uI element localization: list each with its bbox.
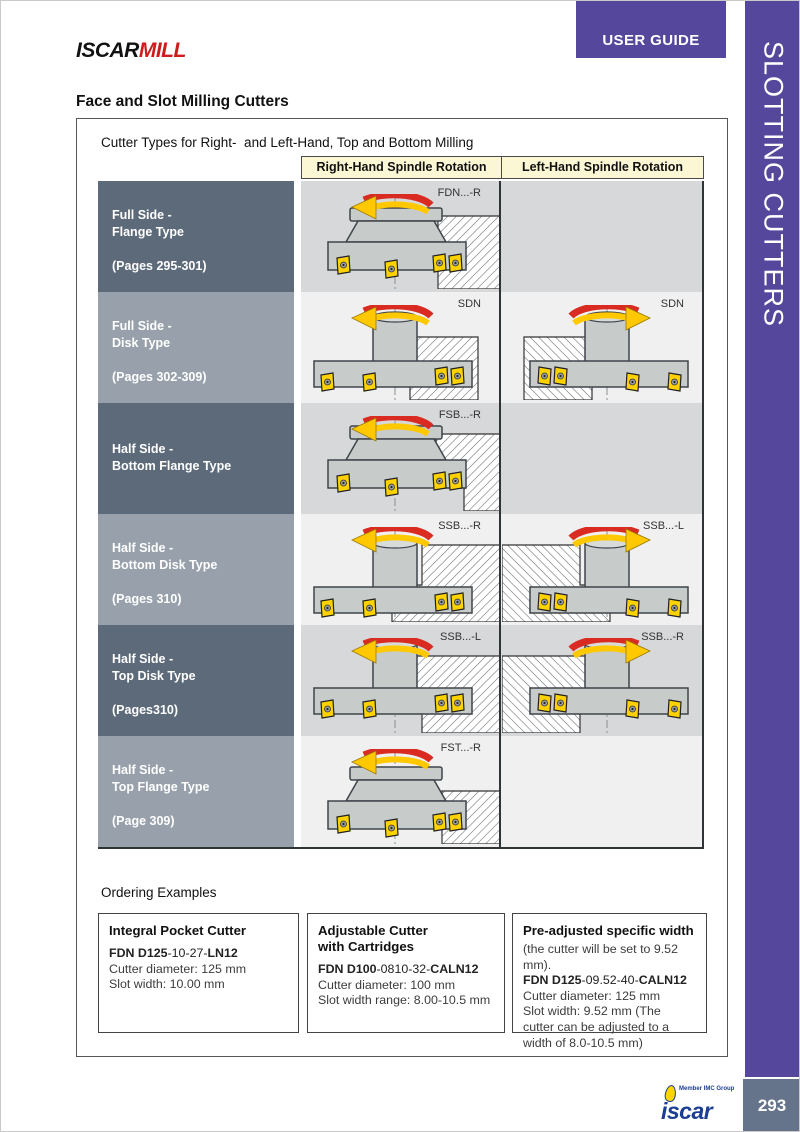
cutter-designation-label: SSB...-R bbox=[438, 520, 481, 532]
row-label-line: Half Side - bbox=[112, 763, 174, 777]
spec-line: cutter can be adjusted to a bbox=[523, 1019, 670, 1034]
cutter-illustration-ssb_t bbox=[301, 638, 500, 733]
spec-line: Slot width: 10.00 mm bbox=[109, 977, 225, 992]
ordering-box-heading: Integral Pocket Cutter bbox=[109, 923, 247, 938]
column-header-right-hand: Right-Hand Spindle Rotation bbox=[302, 157, 502, 178]
cutter-designation-label: FSB...-R bbox=[438, 409, 481, 421]
row-label-6 bbox=[98, 736, 294, 847]
cutter-illustration-ssb_b bbox=[301, 527, 500, 622]
row-label-4 bbox=[98, 514, 294, 625]
cutter-illustration-sdn-mirrored bbox=[502, 305, 702, 400]
cutter-designation-label: SSB...-L bbox=[440, 631, 481, 643]
user-guide-badge bbox=[576, 1, 726, 58]
row-label-line: Top Disk Type bbox=[112, 669, 196, 683]
cutter-illustration-fsb bbox=[301, 416, 500, 511]
member-imc-group-label: Member IMC Group bbox=[679, 1086, 735, 1092]
ordering-box-adjustable-cutter bbox=[307, 913, 505, 1033]
column-header-left-hand: Left-Hand Spindle Rotation bbox=[521, 160, 684, 174]
table-bottom-rule bbox=[98, 847, 704, 849]
spec-line: Cutter diameter: 125 mm bbox=[109, 961, 247, 976]
cutter-designation-label: SSB...-R bbox=[641, 631, 684, 643]
cutter-illustration-ssb_b-mirrored bbox=[502, 527, 702, 622]
row-pages-reference: (Pages 302-309) bbox=[112, 370, 207, 384]
row-label-line: Full Side - bbox=[112, 208, 172, 222]
footer-iscar-logo bbox=[653, 1085, 743, 1127]
cell-right-row-6 bbox=[301, 736, 501, 847]
cutter-designation-label: SDN bbox=[660, 298, 684, 310]
cell-left-row-1 bbox=[501, 181, 704, 292]
spec-line: Cutter diameter: 125 mm bbox=[523, 988, 661, 1003]
row-label-3 bbox=[98, 403, 294, 514]
cell-left-row-6 bbox=[501, 736, 704, 847]
cutter-illustration-fdn bbox=[301, 194, 500, 289]
cell-right-row-2 bbox=[301, 292, 501, 403]
page-title: Face and Slot Milling Cutters bbox=[76, 93, 289, 110]
cell-right-row-3 bbox=[301, 403, 501, 514]
part-number: FDN D100-0810-32-CALN12 bbox=[318, 962, 479, 976]
cutter-illustration-sdn bbox=[301, 305, 500, 400]
cell-right-row-5 bbox=[301, 625, 501, 736]
table-caption: Cutter Types for Right- and Left-Hand, Top and Bottom Milling bbox=[101, 135, 474, 150]
part-number: FDN D125-10-27-LN12 bbox=[109, 946, 238, 960]
spec-line: Slot width range: 8.00-10.5 mm bbox=[318, 993, 491, 1008]
ordering-box-heading: Pre-adjusted specific width bbox=[523, 923, 694, 938]
chapter-side-tab bbox=[745, 1, 800, 1077]
part-number: FDN D125-09.52-40-CALN12 bbox=[523, 973, 687, 988]
iscarmill-logo-iscar: ISCAR bbox=[76, 39, 139, 62]
row-pages-reference: (Pages 295-301) bbox=[112, 259, 207, 273]
spec-line: Slot width: 9.52 mm (The bbox=[523, 1004, 661, 1019]
cell-left-row-3 bbox=[501, 403, 704, 514]
cell-left-row-5 bbox=[501, 625, 704, 736]
cutter-designation-label: FDN...-R bbox=[437, 187, 481, 199]
cutter-designation-label: FST...-R bbox=[440, 742, 481, 754]
row-label-line: Full Side - bbox=[112, 319, 172, 333]
row-label-line: Half Side - bbox=[112, 541, 174, 555]
row-label-2 bbox=[98, 292, 294, 403]
row-label-line: Bottom Disk Type bbox=[112, 558, 218, 572]
iscarmill-logo-mill: MILL bbox=[138, 39, 186, 62]
chapter-side-tab-label: SLOTTING CUTTERS bbox=[758, 41, 789, 328]
ordering-examples-title: Ordering Examples bbox=[101, 885, 217, 900]
user-guide-label: USER GUIDE bbox=[602, 32, 700, 49]
ordering-box-heading: Adjustable Cutter bbox=[318, 923, 428, 938]
cell-left-row-4 bbox=[501, 514, 704, 625]
ordering-box-integral-pocket-cutter bbox=[98, 913, 299, 1033]
row-label-line: Top Flange Type bbox=[112, 780, 210, 794]
iscar-logo-text: iscar bbox=[661, 1098, 713, 1124]
spec-line: Cutter diameter: 100 mm bbox=[318, 977, 456, 992]
row-pages-reference: (Pages 310) bbox=[112, 592, 182, 606]
row-pages-reference: (Pages310) bbox=[112, 703, 179, 717]
row-label-1 bbox=[98, 181, 294, 292]
cell-left-row-2 bbox=[501, 292, 704, 403]
note-line: (the cutter will be set to 9.52 mm). bbox=[523, 942, 678, 972]
row-label-5 bbox=[98, 625, 294, 736]
page-number-badge bbox=[743, 1079, 800, 1132]
spec-line: width of 8.0-10.5 mm) bbox=[523, 1035, 643, 1050]
cutter-designation-label: SDN bbox=[457, 298, 481, 310]
row-pages-reference: (Page 309) bbox=[112, 814, 175, 828]
ordering-box-heading: with Cartridges bbox=[318, 939, 414, 954]
cutter-illustration-fst bbox=[301, 749, 500, 844]
row-label-line: Disk Type bbox=[112, 336, 171, 350]
row-label-line: Half Side - bbox=[112, 652, 174, 666]
row-label-line: Bottom Flange Type bbox=[112, 459, 232, 473]
page-number: 293 bbox=[757, 1096, 787, 1115]
row-label-line: Half Side - bbox=[112, 442, 174, 456]
cutter-designation-label: SSB...-L bbox=[643, 520, 684, 532]
cell-right-row-4 bbox=[301, 514, 501, 625]
iscarmill-logo bbox=[76, 39, 186, 63]
ordering-box-pre-adjusted-width bbox=[512, 913, 707, 1050]
cell-right-row-1 bbox=[301, 181, 501, 292]
row-label-line: Flange Type bbox=[112, 225, 185, 239]
table-header bbox=[301, 156, 704, 179]
cutter-illustration-ssb_t-mirrored bbox=[502, 638, 702, 733]
